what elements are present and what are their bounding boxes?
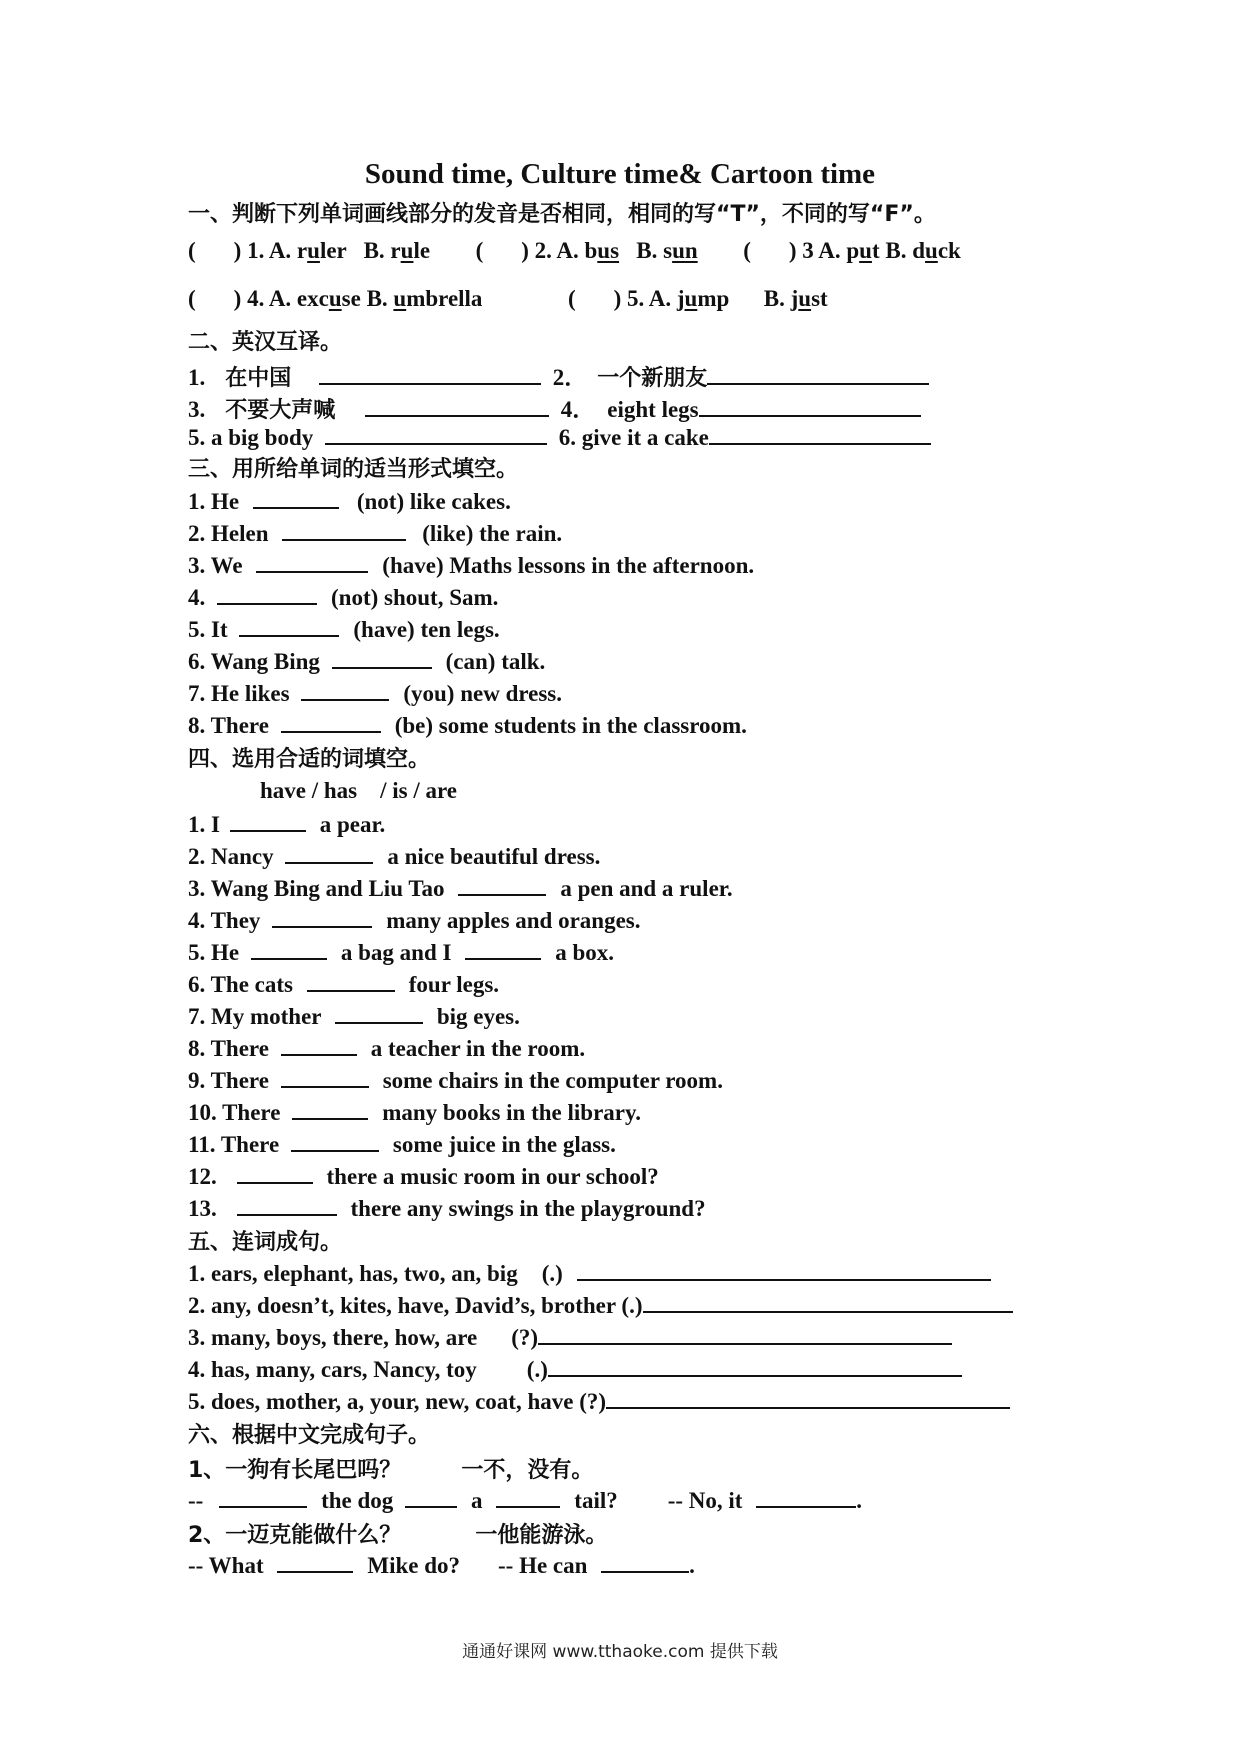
item-text: big eyes.	[436, 1004, 520, 1029]
answer-blank	[237, 1194, 337, 1216]
answer-blank	[251, 938, 327, 960]
answer-blank	[281, 1034, 357, 1056]
section-3-item-1	[188, 487, 511, 515]
item-text: 1. I	[188, 812, 220, 837]
section-3-heading: 三、用所给单词的适当形式填空。	[188, 457, 519, 482]
section-2-heading: 二、英汉互译。	[188, 330, 343, 355]
word-options: have / has / is / are	[260, 778, 458, 803]
answer-blank	[217, 583, 317, 605]
answer-blank	[319, 363, 541, 385]
item-text: 10. There	[188, 1100, 281, 1125]
answer-blank	[643, 1291, 1013, 1313]
paren-open: (	[475, 238, 484, 263]
paren-close: )	[233, 286, 242, 311]
item-punct: (.)	[621, 1293, 643, 1318]
paren-close: )	[788, 238, 797, 263]
item-text: Mike do?	[367, 1553, 460, 1578]
footer-credit: 通通好课网 www.tthaoke.com 提供下载	[462, 1642, 778, 1662]
item-3-underline-a: u	[859, 238, 872, 263]
item-text: four legs.	[408, 972, 500, 997]
section-3-item-7	[188, 679, 562, 707]
item-text: 3. We	[188, 553, 243, 578]
item-4-mid: se B.	[341, 286, 394, 311]
item-text: 3. many, boys, there, how, are	[188, 1325, 478, 1350]
paren-close: )	[233, 238, 242, 263]
answer-blank	[707, 363, 929, 385]
answer-blank	[699, 395, 921, 417]
item-4-underline-b: u	[393, 286, 407, 311]
answer-blank	[496, 1486, 560, 1508]
item-text: the dog	[321, 1488, 394, 1513]
section-4-heading: 四、选用合适的词填空。	[188, 747, 431, 772]
item-text: 4. They	[188, 908, 261, 933]
item-2-num: 2．	[552, 365, 588, 390]
item-5-end: st	[811, 286, 828, 311]
item-text: there a music room in our school?	[326, 1164, 659, 1189]
answer-blank	[538, 1323, 952, 1345]
answer-blank	[230, 810, 306, 832]
item-3-underline-b: u	[925, 238, 938, 263]
item-text: .	[689, 1553, 695, 1578]
item-5-num: 5.	[188, 425, 206, 450]
section-4-item-10	[188, 1098, 641, 1126]
section-5-item-3	[188, 1323, 952, 1351]
item-punct: (.)	[526, 1357, 548, 1382]
item-text: a box.	[555, 940, 614, 965]
item-4-num: 4．	[560, 397, 596, 422]
item-text: a	[471, 1488, 483, 1513]
answer-blank	[548, 1355, 962, 1377]
item-3-num: 3.	[188, 397, 206, 422]
item-3-mid: t B. d	[871, 238, 926, 263]
item-text: (can) talk.	[445, 649, 546, 674]
item-text: 1. ears, elephant, has, two, an, big	[188, 1261, 518, 1286]
item-1-underline-b: u	[400, 238, 414, 263]
section-4-item-5	[188, 938, 614, 966]
item-punct: (?)	[579, 1389, 607, 1414]
section-4-item-2	[188, 842, 600, 870]
item-text: (have) ten legs.	[353, 617, 500, 642]
answer-blank	[272, 906, 372, 928]
section-6-q2-chinese	[188, 1518, 607, 1549]
section-4-item-11	[188, 1130, 616, 1158]
item-text: there any swings in the playground?	[350, 1196, 706, 1221]
item-6-prompt: give it a cake	[581, 425, 709, 450]
answer-blank	[277, 1551, 353, 1573]
item-text: 4. has, many, cars, Nancy, toy	[188, 1357, 477, 1382]
question-chinese: 2、一迈克能做什么？	[188, 1523, 402, 1548]
section-1-row-2	[188, 286, 828, 312]
item-3-prompt: 不要大声喊	[225, 398, 336, 423]
answer-blank	[281, 1066, 369, 1088]
item-text: 5. He	[188, 940, 240, 965]
item-text: 13.	[188, 1196, 217, 1221]
item-1-underline-a: u	[307, 238, 320, 263]
item-4-underline-a: u	[328, 286, 342, 311]
section-6-q1-chinese	[188, 1453, 593, 1484]
worksheet-title: Sound time, Culture time& Cartoon time	[364, 158, 876, 190]
item-text: 5. does, mother, a, your, new, coat, have	[188, 1389, 574, 1414]
answer-blank	[285, 842, 373, 864]
item-text: (not) like cakes.	[356, 489, 511, 514]
item-text: some juice in the glass.	[392, 1132, 616, 1157]
answer-chinese: 一不，没有。	[461, 1458, 594, 1483]
item-text: a teacher in the room.	[370, 1036, 586, 1061]
section-2-row-1	[188, 359, 929, 392]
paren-open: (	[188, 238, 196, 263]
item-1-end: le	[413, 238, 431, 263]
answer-blank	[405, 1486, 457, 1508]
section-4-item-7	[188, 1002, 520, 1030]
section-2-row-2	[188, 391, 921, 424]
item-text: 6. Wang Bing	[188, 649, 320, 674]
section-4-item-12	[188, 1162, 659, 1190]
answer-blank	[281, 711, 381, 733]
section-1-row-1	[188, 238, 961, 264]
section-5-item-1	[188, 1259, 991, 1287]
item-text: --	[188, 1488, 204, 1513]
item-1-label: 1. A. r	[247, 238, 308, 263]
section-3-item-2	[188, 519, 562, 547]
item-5-mid: mp B. j	[697, 286, 799, 311]
item-text: 7. My mother	[188, 1004, 322, 1029]
item-4-label: 4. A. exc	[247, 286, 329, 311]
item-punct: (?)	[511, 1325, 539, 1350]
item-4-prompt: eight legs	[607, 397, 699, 422]
answer-blank	[256, 551, 368, 573]
item-text: 2. Helen	[188, 521, 269, 546]
item-4-end: mbrella	[406, 286, 483, 311]
item-5-underline-b: u	[798, 286, 812, 311]
item-text: (have) Maths lessons in the afternoon.	[382, 553, 755, 578]
item-text: -- No, it	[667, 1488, 743, 1513]
section-4-item-9	[188, 1066, 723, 1094]
answer-blank	[458, 874, 546, 896]
answer-blank	[282, 519, 406, 541]
answer-blank	[239, 615, 339, 637]
item-6-num: 6.	[558, 425, 577, 450]
item-text: many books in the library.	[382, 1100, 641, 1125]
section-1-heading: 一、判断下列单词画线部分的发音是否相同，相同的写“T”，不同的写“F”。	[188, 202, 936, 227]
answer-blank	[219, 1486, 307, 1508]
answer-blank	[606, 1387, 1010, 1409]
item-text: 7. He likes	[188, 681, 290, 706]
answer-blank	[335, 1002, 423, 1024]
paren-close: )	[521, 238, 529, 263]
item-text: 1. He	[188, 489, 240, 514]
item-5-prompt: a big body	[211, 425, 314, 450]
item-text: a bag and I	[340, 940, 452, 965]
item-text: -- He can	[498, 1553, 588, 1578]
answer-blank	[292, 1098, 368, 1120]
section-4-item-1	[188, 810, 385, 838]
answer-blank	[709, 423, 931, 445]
item-text: (like) the rain.	[422, 521, 563, 546]
answer-blank	[325, 423, 547, 445]
section-2-row-3	[188, 423, 931, 451]
item-3-end: ck	[937, 238, 961, 263]
item-text: 4.	[188, 585, 206, 610]
item-text: (you) new dress.	[403, 681, 563, 706]
item-3-label: 3 A. p	[802, 238, 860, 263]
item-text: 2. any, doesn’t, kites, have, David’s, brother	[188, 1293, 616, 1318]
answer-blank	[756, 1486, 856, 1508]
item-text: a pear.	[319, 812, 386, 837]
item-1-prompt: 在中国	[225, 366, 292, 391]
answer-blank	[601, 1551, 689, 1573]
answer-blank	[291, 1130, 379, 1152]
item-text: (be) some students in the classroom.	[394, 713, 747, 738]
section-4-item-3	[188, 874, 733, 902]
section-3-item-6	[188, 647, 545, 675]
item-text: many apples and oranges.	[386, 908, 641, 933]
section-4-item-13	[188, 1194, 706, 1222]
paren-open: (	[743, 238, 751, 263]
section-3-item-5	[188, 615, 500, 643]
item-2-prompt: 一个新朋友	[597, 366, 708, 391]
section-5-item-4	[188, 1355, 962, 1383]
item-5-underline-a: u	[684, 286, 698, 311]
item-2-label: 2. A. b	[534, 238, 598, 263]
section-6-q2-english	[188, 1551, 695, 1579]
question-chinese: 1、一狗有长尾巴吗？	[188, 1458, 402, 1483]
section-4-item-6	[188, 970, 499, 998]
section-6-q1-english	[188, 1486, 862, 1514]
item-text: a pen and a ruler.	[560, 876, 733, 901]
item-2-mid: B. s	[619, 238, 673, 263]
section-5-item-2	[188, 1291, 1013, 1319]
paren-close: )	[613, 286, 622, 311]
item-text: 12.	[188, 1164, 217, 1189]
item-text: 2. Nancy	[188, 844, 274, 869]
item-text: tail?	[574, 1488, 618, 1513]
item-text: .	[856, 1488, 862, 1513]
answer-blank	[332, 647, 432, 669]
paren-open: (	[567, 286, 576, 311]
section-4-item-4	[188, 906, 641, 934]
item-text: some chairs in the computer room.	[382, 1068, 723, 1093]
item-2-underline-b: un	[672, 238, 698, 263]
item-text: 8. There	[188, 713, 269, 738]
item-1-mid: ler B. r	[319, 238, 401, 263]
item-text: 3. Wang Bing and Liu Tao	[188, 876, 445, 901]
item-text: 5. It	[188, 617, 228, 642]
paren-open: (	[188, 286, 196, 311]
item-text: a nice beautiful dress.	[387, 844, 601, 869]
item-5-label: 5. A. j	[627, 286, 685, 311]
section-5-heading: 五、连词成句。	[188, 1230, 343, 1255]
item-text: 9. There	[188, 1068, 269, 1093]
answer-blank	[301, 679, 389, 701]
answer-blank	[307, 970, 395, 992]
answer-blank	[465, 938, 541, 960]
answer-chinese: 一他能游泳。	[475, 1523, 608, 1548]
item-text: (not) shout, Sam.	[331, 585, 499, 610]
section-4-item-8	[188, 1034, 585, 1062]
section-6-heading: 六、根据中文完成句子。	[188, 1423, 431, 1448]
item-punct: (.)	[541, 1261, 563, 1286]
item-1-num: 1.	[188, 365, 206, 390]
item-text: -- What	[188, 1553, 264, 1578]
answer-blank	[365, 395, 549, 417]
section-3-item-3	[188, 551, 754, 579]
item-text: 8. There	[188, 1036, 269, 1061]
section-5-item-5	[188, 1387, 1010, 1415]
item-text: 11. There	[188, 1132, 280, 1157]
item-text: 6. The cats	[188, 972, 293, 997]
item-2-underline-a: us	[597, 238, 620, 263]
answer-blank	[237, 1162, 313, 1184]
section-3-item-4	[188, 583, 498, 611]
section-3-item-8	[188, 711, 747, 739]
answer-blank	[253, 487, 339, 509]
answer-blank	[577, 1259, 991, 1281]
